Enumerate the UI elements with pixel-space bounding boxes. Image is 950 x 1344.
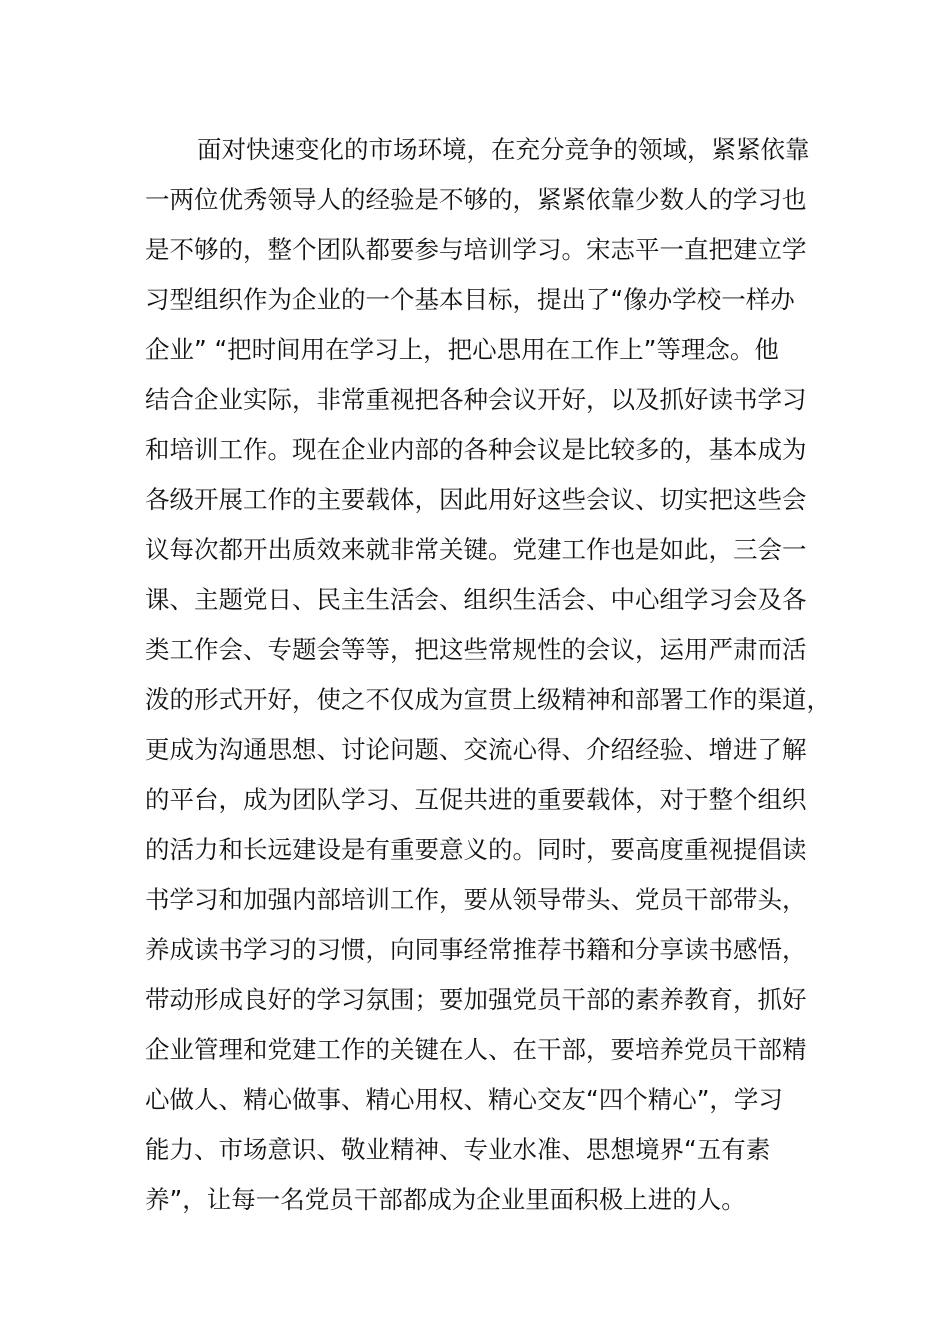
paragraph-line: 更成为沟通思想、讨论问题、交流心得、介绍经验、增进了解 <box>145 735 807 764</box>
paragraph-line: 类工作会、专题会等等，把这些常规性的会议，运用严肃而活 <box>145 635 807 664</box>
paragraph-line: 和培训工作。现在企业内部的各种会议是比较多的，基本成为 <box>145 435 807 464</box>
paragraph-line: 各级开展工作的主要载体，因此用好这些会议、切实把这些会 <box>145 485 807 514</box>
paragraph <box>145 125 831 1225</box>
paragraph-line: 一两位优秀领导人的经验是不够的，紧紧依靠少数人的学习也 <box>145 185 807 214</box>
paragraph-line: 企业” “把时间用在学习上，把心思用在工作上”等理念。他 <box>145 335 779 364</box>
paragraph-line: 是不够的，整个团队都要参与培训学习。宋志平一直把建立学 <box>145 235 807 264</box>
paragraph-line: 的平台，成为团队学习、互促共进的重要载体，对于整个组织 <box>145 785 807 814</box>
paragraph-line: 能力、市场意识、敬业精神、专业水准、思想境界“五有素 <box>145 1135 771 1164</box>
paragraph-line: 议每次都开出质效来就非常关键。党建工作也是如此，三会一 <box>145 535 807 564</box>
paragraph-line: 习型组织作为企业的一个基本目标，提出了“像办学校一样办 <box>145 285 795 314</box>
paragraph-line: 书学习和加强内部培训工作，要从领导带头、党员干部带头， <box>145 885 807 914</box>
paragraph-line: 养成读书学习的习惯，向同事经常推荐书籍和分享读书感悟， <box>145 935 807 964</box>
paragraph-line: 带动形成良好的学习氛围；要加强党员干部的素养教育，抓好 <box>145 985 807 1014</box>
paragraph-line: 的活力和长远建设是有重要意义的。同时，要高度重视提倡读 <box>145 835 807 864</box>
paragraph-line: 面对快速变化的市场环境，在充分竞争的领域，紧紧依靠 <box>197 135 810 164</box>
paragraph-line: 企业管理和党建工作的关键在人、在干部，要培养党员干部精 <box>145 1035 807 1064</box>
paragraph-line: 养”，让每一名党员干部都成为企业里面积极上进的人。 <box>145 1185 746 1214</box>
paragraph-line: 结合企业实际，非常重视把各种会议开好，以及抓好读书学习 <box>145 385 807 414</box>
paragraph-line: 泼的形式开好，使之不仅成为宣贯上级精神和部署工作的渠道， <box>145 685 831 714</box>
paragraph-line: 心做人、精心做事、精心用权、精心交友“四个精心”，学习 <box>145 1085 783 1114</box>
paragraph-line: 课、主题党日、民主生活会、组织生活会、中心组学习会及各 <box>145 585 807 614</box>
